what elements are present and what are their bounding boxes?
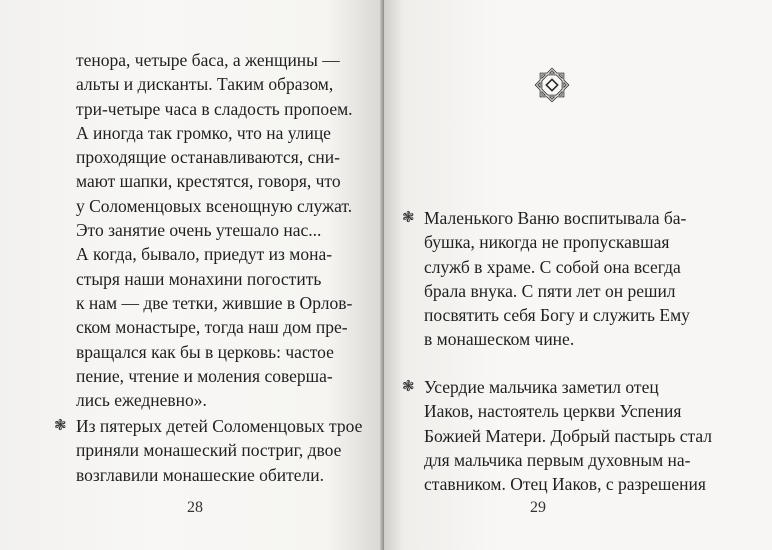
flower-bullet-icon: ❃ — [402, 210, 415, 226]
text-line: А иногда так громко, что на улице — [76, 122, 331, 143]
page-number-left: 28 — [187, 499, 203, 516]
text-line: ском монастыре, тогда наш дом пре- — [76, 317, 348, 338]
text-line: Из пятерых детей Соломенцовых трое — [76, 416, 363, 436]
left-paragraph-1 — [76, 48, 353, 412]
text-line: бушка, никогда не пропускавшая — [424, 232, 670, 253]
text-line: А когда, бывало, приедут из мона- — [76, 244, 333, 265]
text-line: Маленького Ваню воспитывала ба- — [424, 208, 687, 228]
text-line: три-четыре часа в сладость пропоем. — [76, 98, 353, 119]
text-line: проходящие останавливаются, сни- — [76, 147, 340, 168]
text-line: ставником. Отец Иаков, с разрешения — [424, 474, 706, 495]
right-page — [384, 0, 772, 550]
text-line: Усердие мальчика заметил отец — [424, 377, 659, 397]
text-line: посвятить себя Богу и служить Ему — [424, 305, 690, 326]
text-line: лись ежедневно». — [76, 390, 207, 411]
left-page — [0, 0, 384, 550]
text-line: Это занятие очень утешало нас... — [76, 220, 322, 241]
text-line: стыря наши монахини погостить — [76, 268, 322, 289]
text-line: пение, чтение и моления соверша- — [76, 365, 333, 386]
text-line: Божией Матери. Добрый пастырь стал — [424, 425, 713, 446]
text-line: возглавили монашеские обители. — [76, 464, 325, 485]
flower-bullet-icon: ❃ — [402, 379, 415, 395]
text-line: Иаков, настоятель церкви Успения — [424, 401, 682, 422]
text-line: мают шапки, крестятся, говоря, что — [76, 171, 341, 192]
text-line: приняли монашеский постриг, двое — [76, 440, 342, 461]
flower-bullet-icon: ❃ — [54, 418, 67, 434]
left-paragraph-2 — [76, 414, 362, 487]
right-paragraph-2 — [424, 375, 712, 496]
text-line: служб в храме. С собой она всегда — [424, 256, 681, 277]
right-paragraph-1 — [424, 206, 690, 352]
interlaced-knot-ornament-icon — [531, 64, 573, 106]
text-line: вращался как бы в церковь: частое — [76, 341, 334, 362]
text-line: в монашеском чине. — [424, 329, 575, 350]
page-number-right: 29 — [530, 499, 546, 516]
text-line: для мальчика первым духовным на- — [424, 449, 691, 470]
text-line: к нам — две тетки, жившие в Орлов- — [76, 292, 353, 313]
text-line: у Соломенцовых всенощную служат. — [76, 195, 353, 216]
text-line: брала внука. С пяти лет он решил — [424, 280, 676, 301]
text-line: альты и дисканты. Таким образом, — [76, 74, 334, 95]
text-line: тенора, четыре баса, а женщины — — [76, 50, 340, 70]
